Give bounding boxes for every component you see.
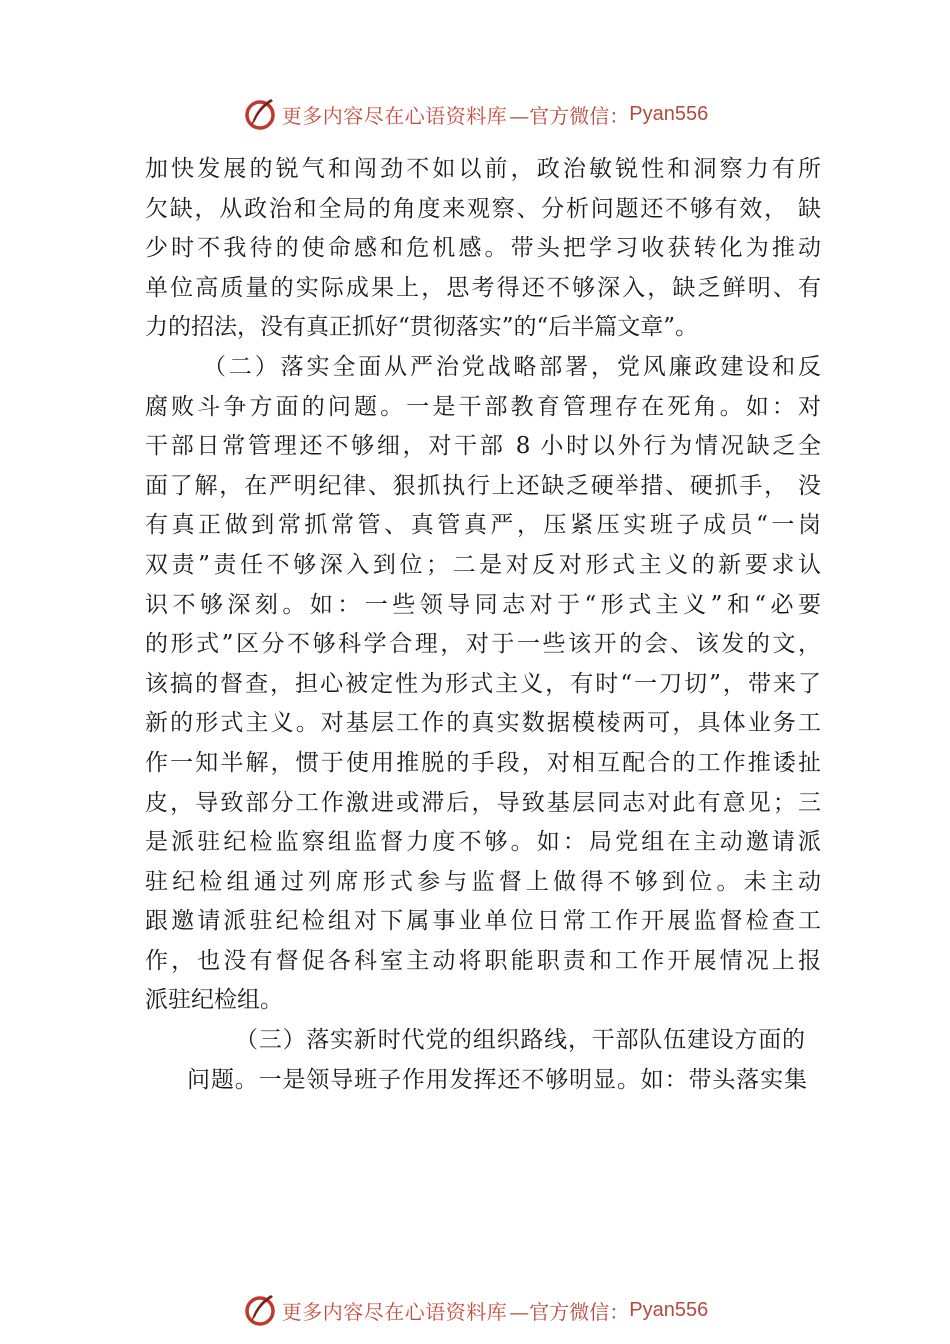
body-line: 识不够深刻。如：一些领导同志对于“形式主义”和“必要 bbox=[145, 591, 821, 618]
body-line: 单位高质量的实际成果上，思考得还不够深入，缺乏鲜明、有 bbox=[145, 274, 821, 301]
watermark-brand: 更多内容尽在心语资料库 bbox=[281, 1299, 508, 1324]
body-line: 皮，导致部分工作激进或滞后，导致基层同志对此有意见；三 bbox=[145, 789, 821, 816]
body-line: 作，也没有督促各科室主动将职能职责和工作开展情况上报 bbox=[145, 947, 821, 974]
body-line: 面了解，在严明纪律、狠抓执行上还缺乏硬举措、硬抓手， 没 bbox=[145, 472, 821, 499]
watermark-separator-label: —官方微信： bbox=[509, 1299, 630, 1324]
body-line: 该搞的督查，担心被定性为形式主义，有时“一刀切”，带来了 bbox=[145, 670, 821, 697]
watermark-brand: 更多内容尽在心语资料库 bbox=[281, 103, 508, 128]
body-line: 跟邀请派驻纪检组对下属事业单位日常工作开展监督检查工 bbox=[145, 908, 821, 935]
body-line: 是派驻纪检监察组监督力度不够。如：局党组在主动邀请派 bbox=[145, 829, 821, 856]
body-line: 派驻纪检组。 bbox=[145, 987, 283, 1014]
quill-circle-icon bbox=[242, 1292, 278, 1328]
watermark-header bbox=[0, 94, 950, 134]
body-line: 加快发展的锐气和闯劲不如以前，政治敏锐性和洞察力有所 bbox=[145, 156, 821, 182]
section-heading-line: （二）落实全面从严治党战略部署，党风廉政建设和反 bbox=[203, 353, 821, 380]
body-line: 双责”责任不够深入到位；二是对反对形式主义的新要求认 bbox=[145, 551, 821, 578]
body-line: 腐败斗争方面的问题。一是干部教育管理存在死角。如：对 bbox=[145, 393, 821, 420]
watermark-separator-label: —官方微信： bbox=[509, 103, 630, 128]
body-line: 干部日常管理还不够细，对干部 8 小时以外行为情况缺乏全 bbox=[145, 433, 821, 460]
body-line: 驻纪检组通过列席形式参与监督上做得不够到位。未主动 bbox=[145, 868, 821, 895]
watermark-wechat-id: Pyan556 bbox=[629, 102, 709, 125]
watermark-wechat-id: Pyan556 bbox=[629, 1298, 709, 1321]
body-line: 新的形式主义。对基层工作的真实数据模棱两可，具体业务工 bbox=[145, 710, 821, 737]
body-line: 的形式”区分不够科学合理，对于一些该开的会、该发的文， bbox=[145, 631, 821, 658]
body-line: 有真正做到常抓常管、真管真严，压紧压实班子成员“一岗 bbox=[145, 512, 821, 539]
body-line: 问题。一是领导班子作用发挥还不够明显。如：带头落实集 bbox=[187, 1066, 807, 1093]
document-body bbox=[145, 150, 821, 1100]
body-line: 少时不我待的使命感和危机感。带头把学习收获转化为推动 bbox=[145, 235, 821, 262]
quill-circle-icon bbox=[242, 96, 278, 132]
watermark-footer bbox=[0, 1290, 950, 1330]
body-line: 欠缺，从政治和全局的角度来观察、分析问题还不够有效， 缺 bbox=[145, 195, 821, 222]
body-line: 作一知半解，惯于使用推脱的手段，对相互配合的工作推诿扯 bbox=[145, 749, 821, 776]
section-heading-line: （三）落实新时代党的组织路线，干部队伍建设方面的 bbox=[235, 1027, 805, 1054]
body-line: 力的招法，没有真正抓好“贯彻落实”的“后半篇文章”。 bbox=[145, 314, 699, 341]
